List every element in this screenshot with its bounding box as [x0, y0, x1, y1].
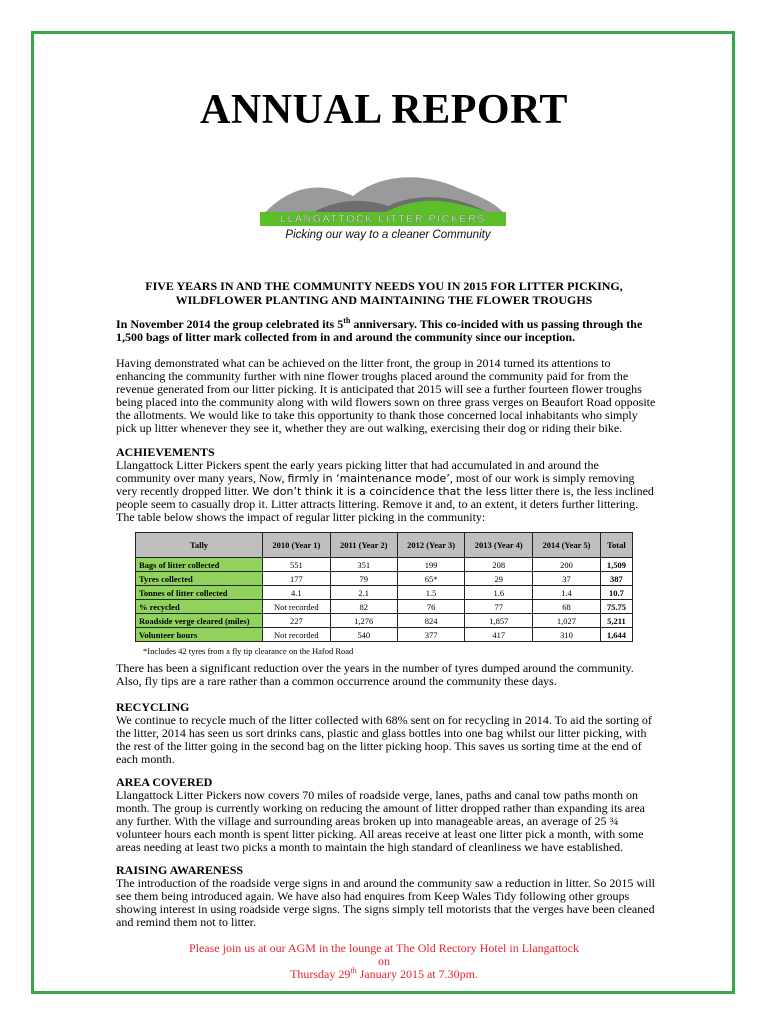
table-cell: 37 — [533, 572, 601, 586]
agm-line: on — [378, 954, 390, 968]
table-cell: 351 — [330, 558, 397, 572]
table-row — [136, 614, 633, 628]
table-cell: 177 — [263, 572, 331, 586]
table-cell: 1,857 — [465, 614, 533, 628]
table-cell: 1.6 — [465, 586, 533, 600]
section-recycling — [116, 701, 656, 766]
table-header-cell: 2010 (Year 1) — [263, 533, 331, 558]
table-cell: 68 — [533, 600, 601, 614]
row-label: Roadside verge cleared (miles) — [136, 614, 263, 628]
agm-date-line: Thursday 29th January 2015 at 7.30pm. — [290, 966, 478, 981]
table-cell: 1,027 — [533, 614, 601, 628]
section-achievements — [116, 446, 656, 524]
table-cell: 417 — [465, 628, 533, 642]
table-header-cell: 2011 (Year 2) — [330, 533, 397, 558]
headline: FIVE YEARS IN AND THE COMMUNITY NEEDS YOU IN 2015 FOR LITTER PICKING, WILDFLOWER PLANTING AND MAINTAINING THE FLOWER TROUGHS — [145, 279, 623, 307]
table-cell: 227 — [263, 614, 331, 628]
table-row — [136, 586, 633, 600]
agm-notice — [0, 942, 768, 981]
table-cell: 77 — [465, 600, 533, 614]
table-cell: 200 — [533, 558, 601, 572]
section-text: Llangattock Litter Pickers now covers 70 miles of roadside verge, lanes, paths and canal tow paths month on month. The group is currently working on reducing the amount of litter dropped rather than expanding its area any further. With the village and surrounding areas broken up into manageable areas, an average of 25 ¾ volunteer hours each month is spent litter picking. All areas receive at least one litter pick a month, with some areas needing at least two picks a month to maintain the high standard of cleanliness we have established. — [116, 788, 645, 854]
section-raising-awareness — [116, 864, 656, 929]
section-heading: RECYCLING — [116, 700, 190, 714]
table-cell: 310 — [533, 628, 601, 642]
total-cell: 10.7 — [600, 586, 632, 600]
table-cell: 540 — [330, 628, 397, 642]
table-cell: 551 — [263, 558, 331, 572]
table-cell: 29 — [465, 572, 533, 586]
section-text: We continue to recycle much of the litter collected with 68% sent on for recycling in 2014. To aid the sorting of the litter, 2014 has seen us sort drinks cans, plastic and glass bottles into one bag whilst our litter picking, with the rest of the litter going in the second bag on the litter picking hoop. This saves us sorting time at the end of each month. — [116, 713, 652, 766]
total-cell: 5,211 — [600, 614, 632, 628]
tally-table — [135, 532, 633, 642]
table-header-row — [136, 533, 633, 558]
table-cell: 82 — [330, 600, 397, 614]
table-cell: Not recorded — [263, 628, 331, 642]
row-label: % recycled — [136, 600, 263, 614]
section-heading: RAISING AWARENESS — [116, 863, 244, 877]
total-cell: 1,509 — [600, 558, 632, 572]
table-row — [136, 628, 633, 642]
section-heading: AREA COVERED — [116, 775, 213, 789]
section-text: Llangattock Litter Pickers spent the early years picking litter that had accumulated in and around the community over many years, Now, firmly in ‘maintenance mode’, most of our work is simply removing very recently dropped litter. We don’t think it is a coincidence that the less litter there is, the less inclined people seem to casually drop it. Litter attracts littering. Remove it and, to an extent, it deters further littering. The table below shows the impact of regular litter picking in the community: — [116, 458, 654, 524]
table-header-cell: Total — [600, 533, 632, 558]
table-row — [136, 600, 633, 614]
agm-line: Please join us at our AGM in the lounge at The Old Rectory Hotel in Llangattock — [188, 941, 580, 955]
table-row — [136, 572, 633, 586]
table-footnote: *Includes 42 tyres from a fly tip clearance on the Hafod Road — [143, 646, 354, 656]
page-title: ANNUAL REPORT — [200, 87, 568, 133]
section-text: The introduction of the roadside verge signs in and around the community saw a reduction in litter. So 2015 will see them being introduced again. We have also had enquires from Keep Wales Tidy following other groups showing interest in using roadside verge signs. The signs simply tell motorists that the verges have been cleaned and remind them not to litter. — [116, 876, 656, 929]
section-area-covered — [116, 776, 656, 854]
table-header-cell: 2012 (Year 3) — [397, 533, 465, 558]
section-heading: ACHIEVEMENTS — [116, 445, 215, 459]
paragraph-tyres: There has been a significant reduction over the years in the number of tyres dumped around the community. Also, fly tips are a rare rather than a common occurrence around the community these days. — [116, 661, 634, 688]
table-cell: 199 — [397, 558, 465, 572]
table-cell: Not recorded — [263, 600, 331, 614]
table-header-cell: 2014 (Year 5) — [533, 533, 601, 558]
row-label: Volunteer hours — [136, 628, 263, 642]
table-cell: 377 — [397, 628, 465, 642]
logo-tagline: Picking our way to a cleaner Community — [285, 229, 491, 241]
logo-org-name: LLANGATTOCK LITTER PICKERS — [260, 212, 506, 226]
table-cell: 76 — [397, 600, 465, 614]
table-cell: 1.4 — [533, 586, 601, 600]
row-label: Tyres collected — [136, 572, 263, 586]
row-label: Tonnes of litter collected — [136, 586, 263, 600]
table-row — [136, 558, 633, 572]
table-cell: 1.5 — [397, 586, 465, 600]
total-cell: 387 — [600, 572, 632, 586]
row-label: Bags of litter collected — [136, 558, 263, 572]
table-header-cell: 2013 (Year 4) — [465, 533, 533, 558]
table-cell: 1,276 — [330, 614, 397, 628]
table-cell: 824 — [397, 614, 465, 628]
total-cell: 1,644 — [600, 628, 632, 642]
intro-paragraph: In November 2014 the group celebrated its 5th anniversary. This co-incided with us passing through the 1,500 bags of litter mark collected from in and around the community since our inception. — [116, 316, 643, 344]
table-cell: 79 — [330, 572, 397, 586]
total-cell: 75.75 — [600, 600, 632, 614]
table-cell: 65* — [397, 572, 465, 586]
table-cell: 4.1 — [263, 586, 331, 600]
table-cell: 208 — [465, 558, 533, 572]
paragraph-enhancements: Having demonstrated what can be achieved on the litter front, the group in 2014 turned its attentions to enhancing the community further with nine flower troughs placed around the community paid for from the revenue generated from our litter picking. It is anticipated that 2015 will see a further fourteen flower troughs being placed into the community along with wild flowers sown on three grass verges on Beaufort Road opposite the allotments. We would like to take this opportunity to thank those concerned local inhabitants who simply pick up litter whenever they see it, whether they are out walking, exercising their dog or riding their bike. — [116, 356, 656, 435]
table-cell: 2.1 — [330, 586, 397, 600]
table-header-cell: Tally — [136, 533, 263, 558]
